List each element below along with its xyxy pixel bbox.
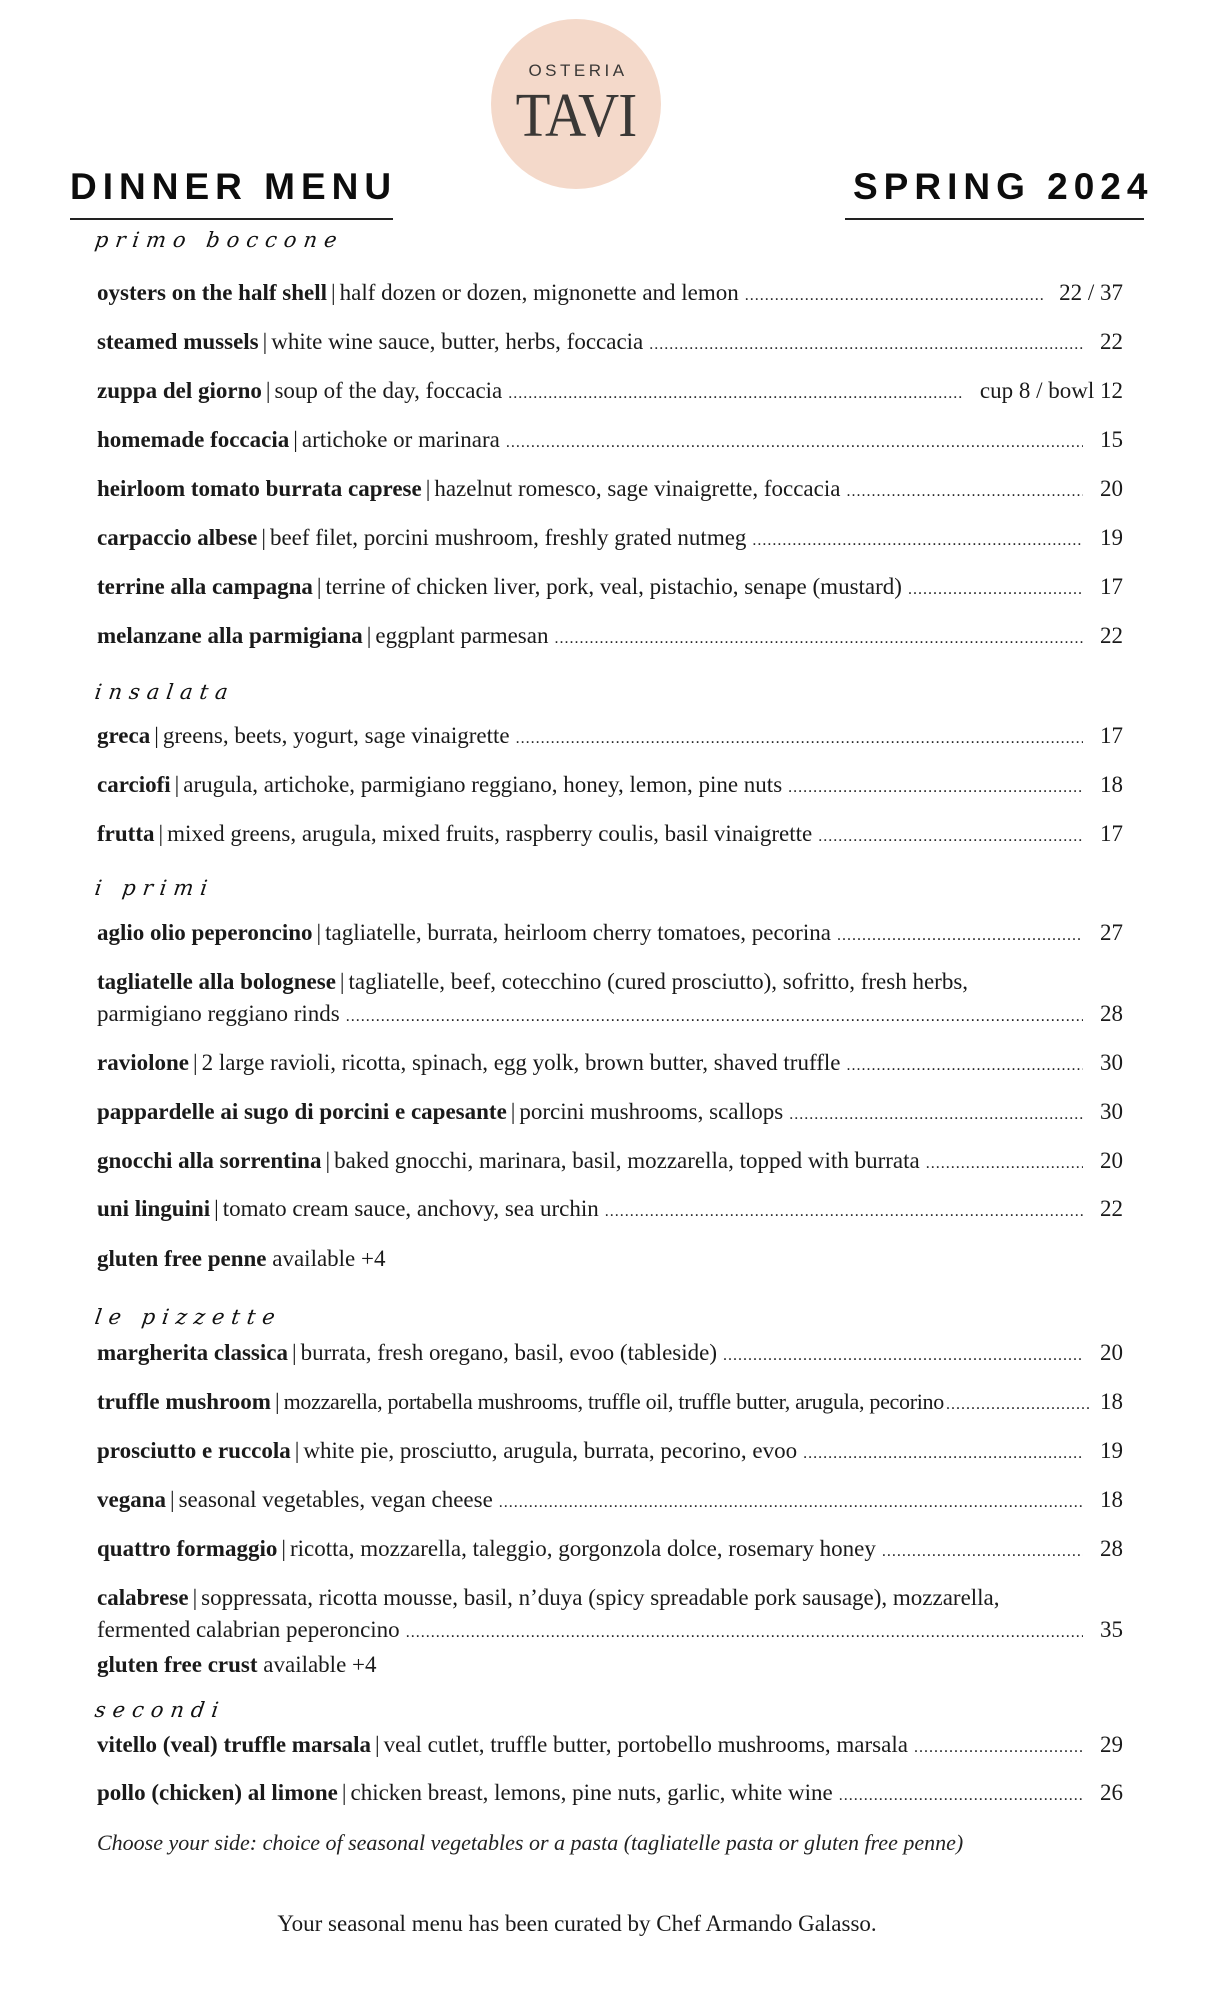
menu-item [97,1536,1123,1565]
dot-leader [914,1735,1083,1761]
menu-item [97,1050,1123,1079]
dot-leader [789,1102,1083,1128]
separator: | [274,1389,280,1414]
separator: | [154,723,159,748]
item-price: 17 [1100,574,1123,599]
dot-leader [788,775,1083,801]
item-description: half dozen or dozen, mignonette and lemon [339,280,739,305]
item-description: white wine sauce, butter, herbs, foccacia [271,329,644,354]
separator: | [214,1196,219,1221]
menu-title-underline [70,218,393,220]
item-price: 15 [1100,427,1123,452]
section-title-insalata: insalata [93,680,237,704]
item-price: 18 [1100,772,1123,797]
item-name: steamed mussels [97,329,259,354]
section-title-primo-boccone: primo boccone [93,228,346,252]
item-description: seasonal vegetables, vegan cheese [178,1487,493,1512]
menu-item [97,1148,1123,1177]
item-name: aglio olio peperoncino [97,920,313,945]
item-description: greens, beets, yogurt, sage vinaigrette [162,723,510,748]
item-name: melanzane alla parmigiana [97,623,363,648]
item-name: carciofi [97,772,171,797]
gluten-free-penne-note [97,1246,386,1272]
logo-tavi-text: TAVI [515,82,637,150]
dot-leader [346,1004,1083,1030]
menu-item [97,427,1123,456]
separator: | [281,1536,286,1561]
menu-item [97,280,1123,309]
menu-item [97,821,1123,850]
item-price: 20 [1100,1340,1123,1365]
dot-leader [723,1343,1083,1369]
separator: | [193,1050,198,1075]
dot-leader [839,1783,1083,1809]
dot-leader [508,381,964,407]
item-description: ricotta, mozzarella, taleggio, gorgonzola dolce, rosemary honey [289,1536,876,1561]
section-title-le-pizzette: le pizzette [93,1305,284,1329]
item-name: gnocchi alla sorrentina [97,1148,322,1173]
season-title-underline [845,218,1144,220]
separator: | [291,1340,297,1365]
separator: | [316,920,322,945]
menu-item [97,525,1123,554]
item-description: terrine of chicken liver, pork, veal, pistachio, senape (mustard) [325,574,902,599]
menu-item [97,329,1123,358]
item-description: 2 large ravioli, ricotta, spinach, egg yolk, brown butter, shaved truffle [201,1050,841,1075]
menu-item [97,723,1123,752]
item-price: 30 [1100,1050,1123,1075]
menu-item [97,1780,1123,1809]
separator: | [265,378,271,403]
menu-item-continuation [97,1001,1123,1030]
item-name: quattro formaggio [97,1536,278,1561]
item-description: burrata, fresh oregano, basil, evoo (tableside) [300,1340,717,1365]
item-description: artichoke or marinara [301,427,500,452]
dot-leader [946,1392,1089,1418]
item-price: 22 / 37 [1059,280,1123,305]
item-description: tagliatelle, burrata, heirloom cherry tomatoes, pecorina [325,920,831,945]
item-price: 29 [1100,1732,1123,1757]
menu-item [97,1585,1123,1611]
separator: | [158,821,164,846]
separator: | [262,329,268,354]
dot-leader [516,726,1083,752]
gluten-free-crust-note [97,1652,377,1678]
item-name: margherita classica [97,1340,288,1365]
item-price: cup 8 / bowl 12 [979,378,1123,403]
separator: | [293,427,298,452]
item-description-continued: parmigiano reggiano rinds [97,1001,340,1026]
item-description: chicken breast, lemons, pine nuts, garlic, white wine [350,1780,833,1805]
item-price: 17 [1100,821,1123,846]
dot-leader [846,479,1083,505]
menu-item [97,969,1123,995]
item-description: tagliatelle, beef, cotecchino (cured prosciutto), sofritto, fresh herbs, [348,969,969,994]
section-title-i-primi: i primi [93,876,216,900]
item-name: frutta [97,821,155,846]
item-name: vitello (veal) truffle marsala [97,1732,371,1757]
item-name: pollo (chicken) al limone [97,1780,338,1805]
item-description: porcini mushrooms, scallops [519,1099,784,1124]
item-name: vegana [97,1487,166,1512]
item-description: soup of the day, foccacia [274,378,503,403]
item-price: 18 [1100,1389,1123,1414]
menu-item [97,1099,1123,1128]
separator: | [425,476,431,501]
menu-item [97,476,1123,505]
side-choice-note: Choose your side: choice of seasonal vegetables or a pasta (tagliatelle pasta or gluten free penne) [97,1830,964,1855]
menu-item [97,574,1123,603]
item-name: prosciutto e ruccola [97,1438,291,1463]
item-price: 22 [1100,623,1123,648]
item-price: 35 [1100,1617,1123,1642]
dot-leader [745,283,1043,309]
dot-leader [752,528,1083,554]
dot-leader [882,1539,1083,1565]
separator: | [366,623,372,648]
separator: | [192,1585,198,1610]
separator: | [174,772,180,797]
dot-leader [649,332,1083,358]
menu-item [97,1196,1123,1225]
item-description: white pie, prosciutto, arugula, burrata, pecorino, evoo [303,1438,798,1463]
item-name: raviolone [97,1050,189,1075]
separator: | [316,574,322,599]
item-price: 22 [1100,329,1123,354]
dot-leader [506,430,1083,456]
season-title: SPRING 2024 [853,166,1154,207]
menu-item [97,1438,1123,1467]
dot-leader [499,1490,1083,1516]
item-price: 20 [1100,476,1123,501]
item-description: eggplant parmesan [375,623,549,648]
menu-item [97,623,1123,652]
item-name: calabrese [97,1585,189,1610]
separator: | [331,280,336,305]
item-price: 17 [1100,723,1123,748]
item-description: tomato cream sauce, anchovy, sea urchin [222,1196,599,1221]
item-price: 28 [1100,1001,1123,1026]
chef-credit [0,1911,1214,1937]
dot-leader [406,1620,1083,1646]
menu-item [97,1340,1123,1369]
menu-item [97,772,1123,801]
menu-item [97,378,1123,407]
item-price: 18 [1100,1487,1123,1512]
item-price: 19 [1100,1438,1123,1463]
chef-credit-text: Your seasonal menu has been curated by Chef Armando Galasso. [277,1911,877,1936]
item-price: 28 [1100,1536,1123,1561]
menu-title: DINNER MENU [70,166,398,207]
note-text: available +4 [263,1652,377,1677]
logo-osteria-text: OSTERIA [528,61,628,80]
menu-item [97,1487,1123,1516]
item-price: 19 [1100,525,1123,550]
item-description: soppressata, ricotta mousse, basil, n’duya (spicy spreadable pork sausage), mozzarella, [201,1585,1000,1610]
item-name: oysters on the half shell [97,280,327,305]
item-name: pappardelle ai sugo di porcini e capesante [97,1099,507,1124]
item-description: mixed greens, arugula, mixed fruits, raspberry coulis, basil vinaigrette [167,821,813,846]
item-name: zuppa del giorno [97,378,262,403]
item-price: 20 [1100,1148,1123,1173]
item-price: 27 [1100,920,1123,945]
separator: | [294,1438,300,1463]
item-description: baked gnocchi, marinara, basil, mozzarella, topped with burrata [334,1148,920,1173]
dot-leader [846,1053,1083,1079]
dot-leader [908,577,1083,603]
dot-leader [605,1199,1083,1225]
separator: | [261,525,266,550]
item-description: beef filet, porcini mushroom, freshly grated nutmeg [269,525,747,550]
item-description: veal cutlet, truffle butter, portobello mushrooms, marsala [383,1732,908,1757]
menu-item [97,1389,1123,1418]
separator: | [170,1487,175,1512]
item-price: 30 [1100,1099,1123,1124]
restaurant-logo [491,19,661,189]
item-name: uni linguini [97,1196,211,1221]
separator: | [375,1732,380,1757]
item-description: mozzarella, portabella mushrooms, truffle oil, truffle butter, arugula, pecorino [283,1389,944,1414]
dot-leader [803,1441,1083,1467]
item-price: 26 [1100,1780,1123,1805]
dot-leader [554,626,1083,652]
item-description: arugula, artichoke, parmigiano reggiano, honey, lemon, pine nuts [183,772,783,797]
separator: | [510,1099,516,1124]
item-name: terrine alla campagna [97,574,313,599]
item-name: tagliatelle alla bolognese [97,969,336,994]
menu-item [97,1732,1123,1761]
note-text: available +4 [272,1246,386,1271]
menu-item [97,920,1123,949]
item-name: greca [97,723,151,748]
item-description-continued: fermented calabrian peperoncino [97,1617,400,1642]
item-name: homemade foccacia [97,427,290,452]
item-name: carpaccio albese [97,525,258,550]
note-name: gluten free penne [97,1246,267,1271]
note-name: gluten free crust [97,1652,258,1677]
separator: | [325,1148,331,1173]
item-description: hazelnut romesco, sage vinaigrette, foccacia [434,476,841,501]
item-name: heirloom tomato burrata caprese [97,476,422,501]
separator: | [339,969,345,994]
dot-leader [926,1151,1083,1177]
item-name: truffle mushroom [97,1389,271,1414]
dot-leader [837,923,1083,949]
dot-leader [818,824,1083,850]
item-price: 22 [1100,1196,1123,1221]
menu-item-continuation [97,1617,1123,1646]
separator: | [341,1780,347,1805]
section-title-secondi: secondi [93,1698,227,1722]
